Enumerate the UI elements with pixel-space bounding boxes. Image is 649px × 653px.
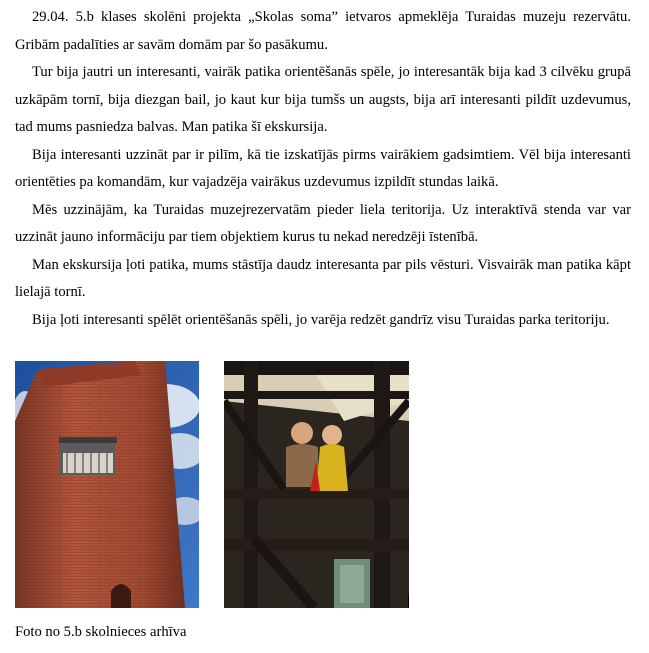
paragraph-castles: Bija interesanti uzzināt par ir pilīm, kā tie izskatījās pirms vairākiem gadsimtiem. Vēl bija interesanti orientēties pa komandām, kur vajadzēja vairākus uzdevumus izpildīt stundas laikā. bbox=[15, 146, 631, 190]
text-cursor bbox=[408, 595, 409, 608]
document-body bbox=[15, 4, 631, 334]
paragraph-orienteering: Tur bija jautri un interesanti, vairāk patika orientēšanās spēle, jo interesantāk bija kad 3 cilvēku grupā uzkāpām tornī, bija diezgan bail, jo kaut kur bija tumšs un augsts, bija arī interesanti pildīt uzdevumus, tad mums pasniedza balvas. Man patika šī ekskursija. bbox=[15, 64, 631, 135]
tower-photo bbox=[15, 361, 199, 608]
paragraph-tower: Man ekskursija ļoti patika, mums stāstīja daudz interesanta par pils vēsturi. Visvairāk man patika kāpt lielajā tornī. bbox=[15, 256, 631, 300]
photo-caption: Foto no 5.b skolnieces arhīva bbox=[15, 624, 187, 640]
paragraph-territory: Mēs uzzinājām, ka Turaidas muzejrezervatām pieder liela teritorija. Uz interaktīvā stenda var var uzzināt jauno informāciju par tiem objektiem kurus tu nekad neredzēji īstenībā. bbox=[15, 201, 631, 245]
paragraph-intro: 29.04. 5.b klases skolēni projekta „Skolas soma” ietvaros apmeklēja Turaidas muzeju rezervātu. Gribām padalīties ar savām domām par šo pasākumu. bbox=[15, 9, 631, 53]
costumed-figures-image bbox=[224, 361, 409, 608]
brick-tower-image bbox=[15, 361, 199, 608]
photo-gallery bbox=[15, 361, 415, 609]
figures-photo bbox=[224, 361, 409, 608]
paragraph-park: Bija ļoti interesanti spēlēt orientēšanās spēli, jo varēja redzēt gandrīz visu Turaidas parka teritoriju. bbox=[32, 311, 610, 328]
